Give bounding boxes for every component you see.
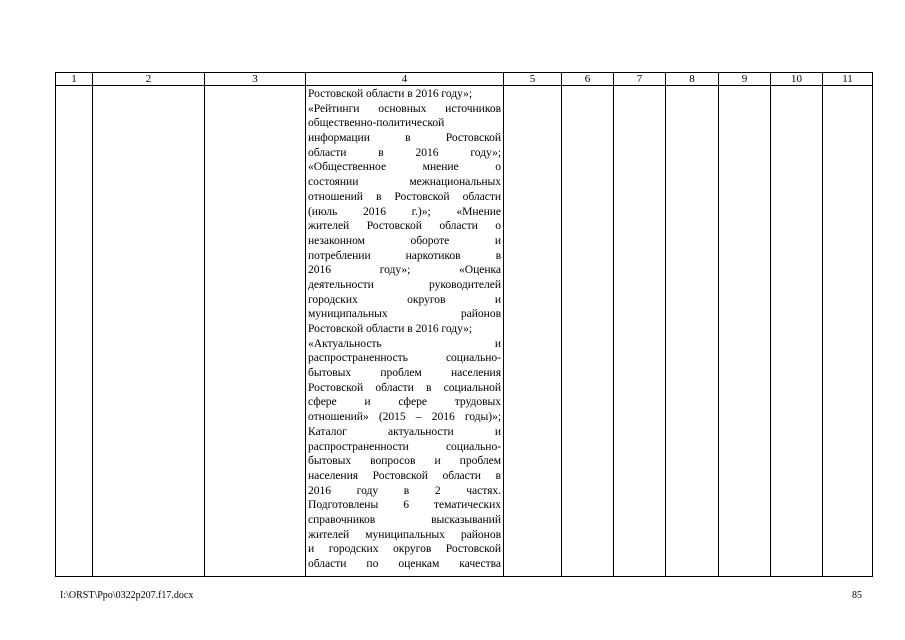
text-line: области по оценкам качества <box>308 557 501 570</box>
table-cell <box>771 86 823 577</box>
column-header: 3 <box>205 73 306 86</box>
text-line: Ростовской области в 2016 году»; <box>308 322 473 335</box>
text-line: потреблении наркотиков в <box>308 248 501 262</box>
column-header: 5 <box>504 73 562 86</box>
text-line: муниципальных районов <box>308 307 501 321</box>
table-cell <box>562 86 614 577</box>
table-cell <box>205 86 306 577</box>
table-cell <box>93 86 205 577</box>
text-line: бытовых вопросов и проблем <box>308 454 501 468</box>
table-cell <box>823 86 873 577</box>
column-header: 11 <box>823 73 873 86</box>
table-cell <box>56 86 93 577</box>
text-line: информации в Ростовской <box>308 131 501 145</box>
column-header: 4 <box>306 73 504 86</box>
text-line: бытовых проблем населения <box>308 366 501 380</box>
text-line: состоянии межнациональных <box>308 175 501 189</box>
text-line: Каталог актуальности и <box>308 424 501 438</box>
column-header: 9 <box>719 73 771 86</box>
text-line: распространенности социально- <box>308 439 501 453</box>
table-row <box>56 86 873 577</box>
text-line: «Общественное мнение о <box>308 160 501 174</box>
text-line: 2016 году в 2 частях. <box>308 483 501 497</box>
column-header: 10 <box>771 73 823 86</box>
header-row <box>56 73 873 86</box>
footer-file-path: I:\ORST\Ppo\0322p207.f17.docx <box>60 590 194 601</box>
text-line: Подготовлены 6 тематических <box>308 498 501 512</box>
text-line: справочников высказываний <box>308 512 501 526</box>
text-line: общественно-политической <box>308 116 445 130</box>
text-line: отношений» (2015 – 2016 годы)»; <box>308 410 501 424</box>
text-line: сфере и сфере трудовых <box>308 395 501 409</box>
table-cell <box>666 86 719 577</box>
text-line: отношений в Ростовской области <box>308 189 501 203</box>
column-header: 1 <box>56 73 93 86</box>
column-header: 6 <box>562 73 614 86</box>
column-header: 7 <box>614 73 666 86</box>
text-line: 2016 году»; «Оценка <box>308 263 501 277</box>
text-line: Ростовской области в 2016 году»; <box>308 87 473 100</box>
text-line: распространенность социально- <box>308 351 501 365</box>
text-line: населения Ростовской области в <box>308 468 501 482</box>
column-header: 2 <box>93 73 205 86</box>
text-line: незаконном обороте и <box>308 233 501 247</box>
document-table <box>55 72 873 577</box>
text-line: жителей муниципальных районов <box>308 527 501 541</box>
table-cell-column-4 <box>306 86 504 577</box>
text-line: и городских округов Ростовской <box>308 542 501 556</box>
footer-page-number: 85 <box>852 590 862 601</box>
column-4-text <box>306 86 503 572</box>
text-line: городских округов и <box>308 292 501 306</box>
text-line: Ростовской области в социальной <box>308 380 501 394</box>
table-cell <box>614 86 666 577</box>
text-line: области в 2016 году»; <box>308 145 501 159</box>
text-line: (июль 2016 г.)»; «Мнение <box>308 204 501 218</box>
table-cell <box>719 86 771 577</box>
text-line: жителей Ростовской области о <box>308 219 501 233</box>
table-cell <box>504 86 562 577</box>
column-header: 8 <box>666 73 719 86</box>
text-line: «Актуальность и <box>308 336 501 350</box>
text-line: деятельности руководителей <box>308 277 501 291</box>
text-line: «Рейтинги основных источников <box>308 101 501 115</box>
